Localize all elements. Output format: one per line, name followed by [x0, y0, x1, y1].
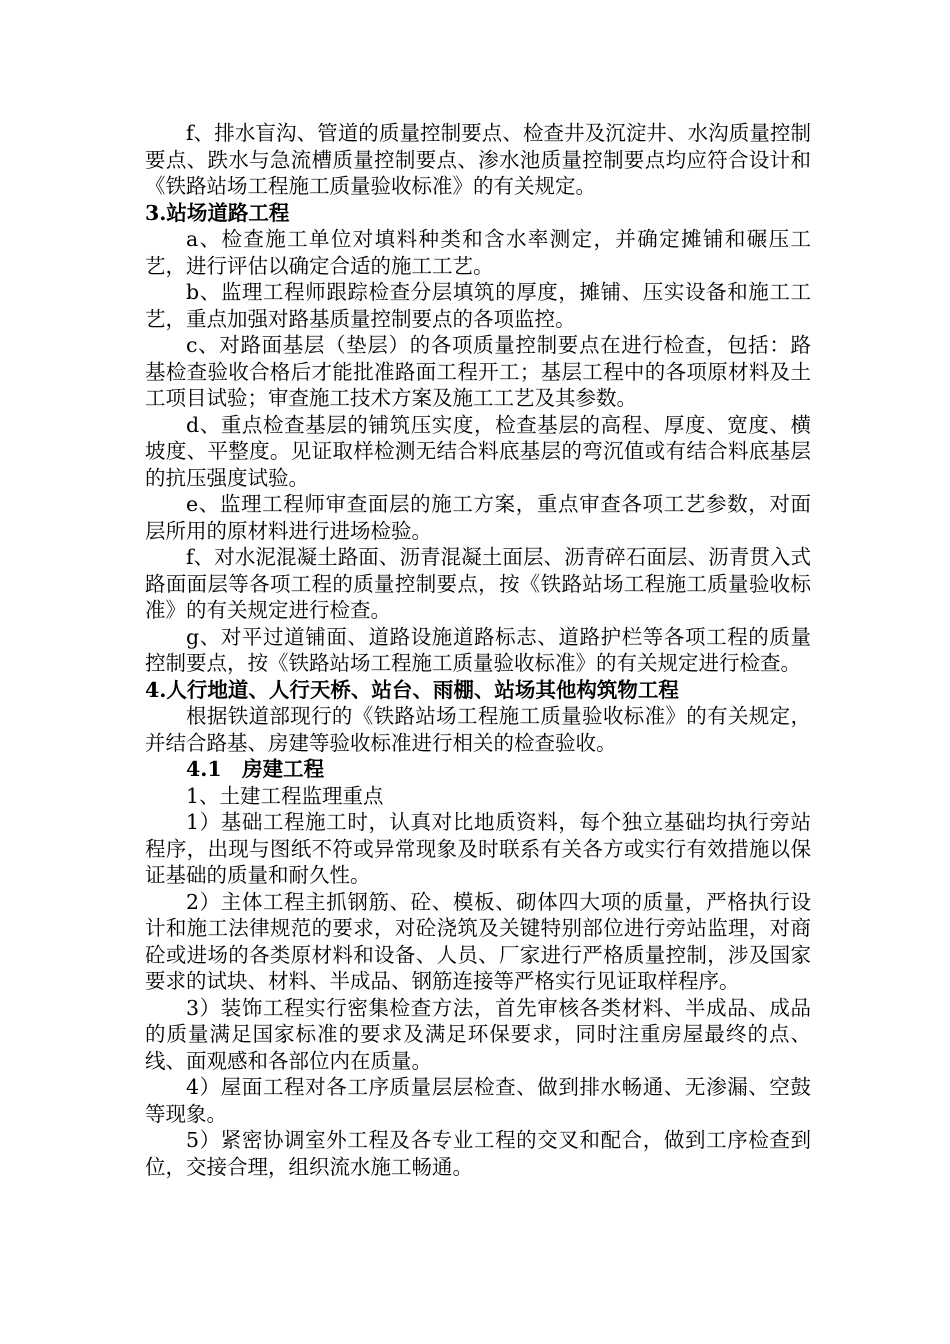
- paragraph-c-base-course: c、对路面基层（垫层）的各项质量控制要点在进行检查，包括：路基检查验收合格后才能批准路面工程开工；基层工程中的各项原材料及土工项目试验；审查施工技术方案及施工工艺及其参数。: [145, 333, 811, 410]
- paragraph-1-foundation: 1）基础工程施工时，认真对比地质资料，每个独立基础均执行旁站程序，出现与图纸不符或异常现象及时联系有关各方或实行有效措施以保证基础的质量和耐久性。: [145, 810, 811, 887]
- paragraph-g-crossing: g、对平过道铺面、道路设施道路标志、道路护栏等各项工程的质量控制要点，按《铁路站场工程施工质量验收标准》的有关规定进行检查。: [145, 624, 811, 675]
- paragraph-2-main-structure: 2）主体工程主抓钢筋、砼、模板、砌体四大项的质量，严格执行设计和施工法律规范的要求，对砼浇筑及关键特别部位进行旁站监理，对商砼或进场的各类原材料和设备、人员、厂家进行严格质量控制，涉及国家要求的试块、材料、半成品、钢筋连接等严格实行见证取样程序。: [145, 889, 811, 993]
- paragraph-5-coordination: 5）紧密协调室外工程及各专业工程的交叉和配合，做到工序检查到位，交接合理，组织流水施工畅通。: [145, 1128, 811, 1179]
- paragraph-civil-supervision: 1、土建工程监理重点: [186, 783, 384, 808]
- paragraph-d-compaction: d、重点检查基层的铺筑压实度，检查基层的高程、厚度、宽度、横坡度、平整度。见证取样检测无结合料底基层的弯沉值或有结合料底基层的抗压强度试验。: [145, 412, 811, 490]
- paragraph-4-roofing: 4）屋面工程对各工序质量层层检查、做到排水畅通、无渗漏、空鼓等现象。: [145, 1075, 811, 1126]
- paragraph-f-drainage: f、排水盲沟、管道的质量控制要点、检查井及沉淀井、水沟质量控制要点、跌水与急流槽质量控制要点、渗水池质量控制要点均应符合设计和《铁路站场工程施工质量验收标准》的有关规定。: [145, 121, 811, 198]
- paragraph-3-decoration: 3）装饰工程实行密集检查方法，首先审核各类材料、半成品、成品的质量满足国家标准的要求及满足环保要求，同时注重房屋最终的点、线、面观感和各部位内在质量。: [145, 995, 811, 1073]
- paragraph-a-fill-check: a、检查施工单位对填料种类和含水率测定，并确定摊铺和碾压工艺，进行评估以确定合适的施工工艺。: [145, 227, 811, 278]
- paragraph-b-layer-thickness: b、监理工程师跟踪检查分层填筑的厚度，摊铺、压实设备和施工工艺，重点加强对路基质量控制要点的各项监控。: [145, 280, 811, 331]
- heading-pedestrian-structures: 4.人行地道、人行天桥、站台、雨棚、站场其他构筑物工程: [145, 677, 679, 702]
- heading-building-works: 4.1 房建工程: [186, 757, 325, 781]
- heading-station-road-works: 3.站场道路工程: [145, 200, 290, 225]
- paragraph-e-surface-plan: e、监理工程师审查面层的施工方案，重点审查各项工艺参数，对面层所用的原材料进行进场检验。: [145, 492, 811, 543]
- document-page: [145, 120, 811, 1180]
- paragraph-f-pavement: f、对水泥混凝土路面、沥青混凝土面层、沥青碎石面层、沥青贯入式路面面层等各项工程的质量控制要点，按《铁路站场工程施工质量验收标准》的有关规定进行检查。: [145, 545, 811, 622]
- paragraph-acceptance-standard: 根据铁道部现行的《铁路站场工程施工质量验收标准》的有关规定，并结合路基、房建等验收标准进行相关的检查验收。: [145, 704, 811, 755]
